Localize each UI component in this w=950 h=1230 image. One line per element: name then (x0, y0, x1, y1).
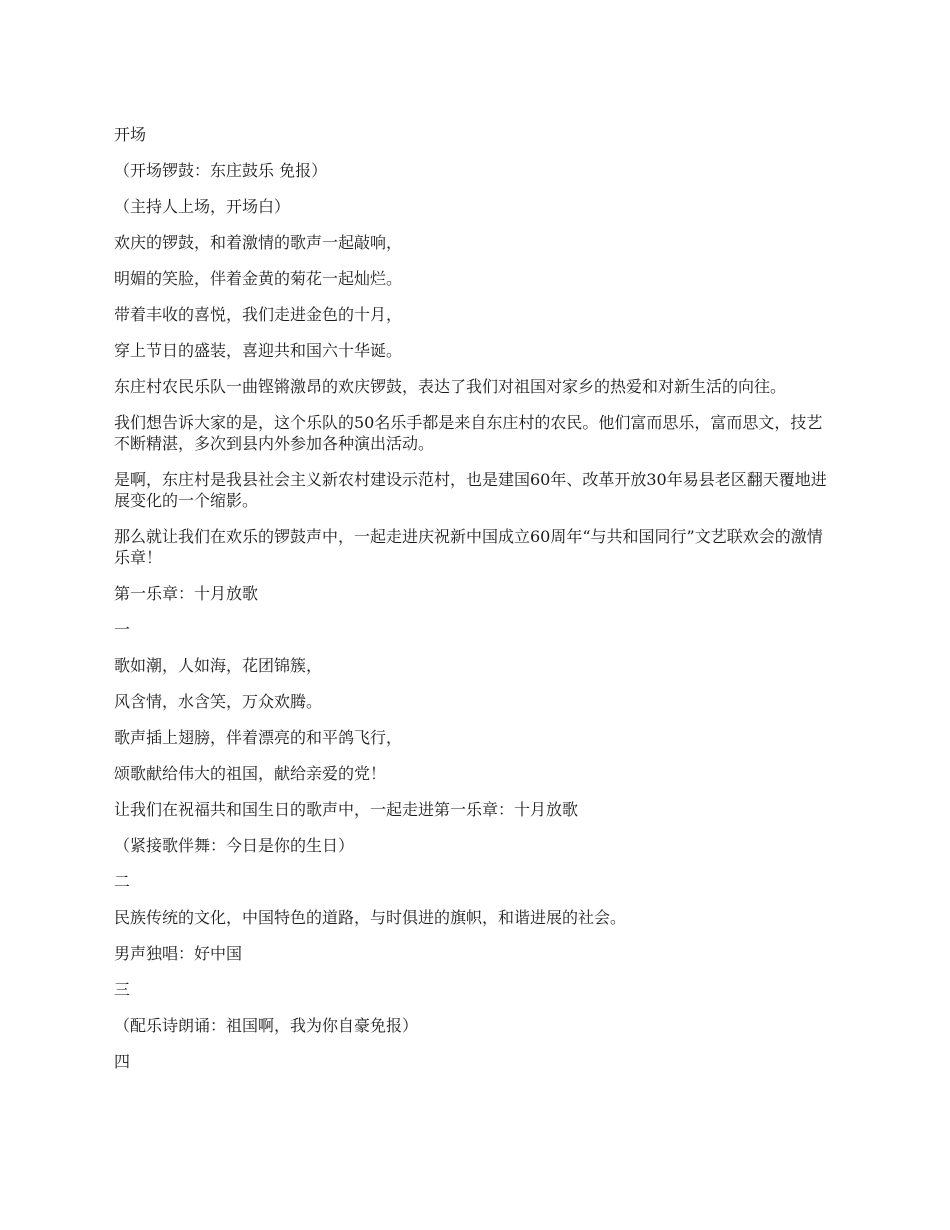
verse-line: 明媚的笑脸，伴着金黄的菊花一起灿烂。 (114, 269, 403, 288)
verse-line: 歌如潮，人如海，花团锦簇， (114, 656, 323, 675)
verse-line: 颂歌献给伟大的祖国，献给亲爱的党！ (114, 764, 387, 783)
section-number: 三 (114, 980, 131, 999)
section-number: 一 (114, 620, 131, 639)
body-paragraph: 是啊，东庄村是我县社会主义新农村建设示范村，也是建国60年、改革开放30年易县老区翻天覆地进展变化的一个缩影。 (114, 470, 827, 510)
stage-direction: （紧接歌伴舞：今日是你的生日） (114, 836, 355, 855)
body-paragraph: 东庄村农民乐队一曲铿锵激昂的欢庆锣鼓，表达了我们对祖国对家乡的热爱和对新生活的向往。 (114, 377, 787, 396)
section-number: 二 (114, 872, 131, 891)
verse-line: 欢庆的锣鼓，和着激情的歌声一起敲响， (114, 233, 403, 252)
verse-line: 穿上节日的盛装，喜迎共和国六十华诞。 (114, 341, 403, 360)
body-paragraph: 我们想告诉大家的是，这个乐队的50名乐手都是来自东庄村的农民。他们富而思乐，富而思文，技艺不断精湛，多次到县内外参加各种演出活动。 (114, 413, 823, 453)
document-body (114, 124, 834, 1087)
stage-direction: （配乐诗朗诵：祖国啊，我为你自豪免报） (114, 1016, 419, 1035)
stage-direction: （开场锣鼓：东庄鼓乐 免报） (114, 161, 328, 180)
verse-line: 带着丰收的喜悦，我们走进金色的十月， (114, 305, 403, 324)
body-paragraph: 民族传统的文化，中国特色的道路，与时俱进的旗帜，和谐进展的社会。 (114, 908, 627, 927)
section-number: 四 (114, 1052, 131, 1071)
section-heading: 第一乐章：十月放歌 (114, 584, 259, 603)
verse-line: 风含情，水含笑，万众欢腾。 (114, 692, 323, 711)
body-paragraph: 让我们在祝福共和国生日的歌声中，一起走进第一乐章：十月放歌 (114, 800, 579, 819)
program-item: 男声独唱：好中国 (114, 944, 243, 963)
verse-line: 歌声插上翅膀，伴着漂亮的和平鸽飞行， (114, 728, 403, 747)
heading-opening: 开场 (114, 125, 147, 144)
body-paragraph: 那么就让我们在欢乐的锣鼓声中，一起走进庆祝新中国成立60周年“与共和国同行”文艺联欢会的激情乐章！ (114, 527, 823, 567)
stage-direction: （主持人上场，开场白） (114, 197, 291, 216)
